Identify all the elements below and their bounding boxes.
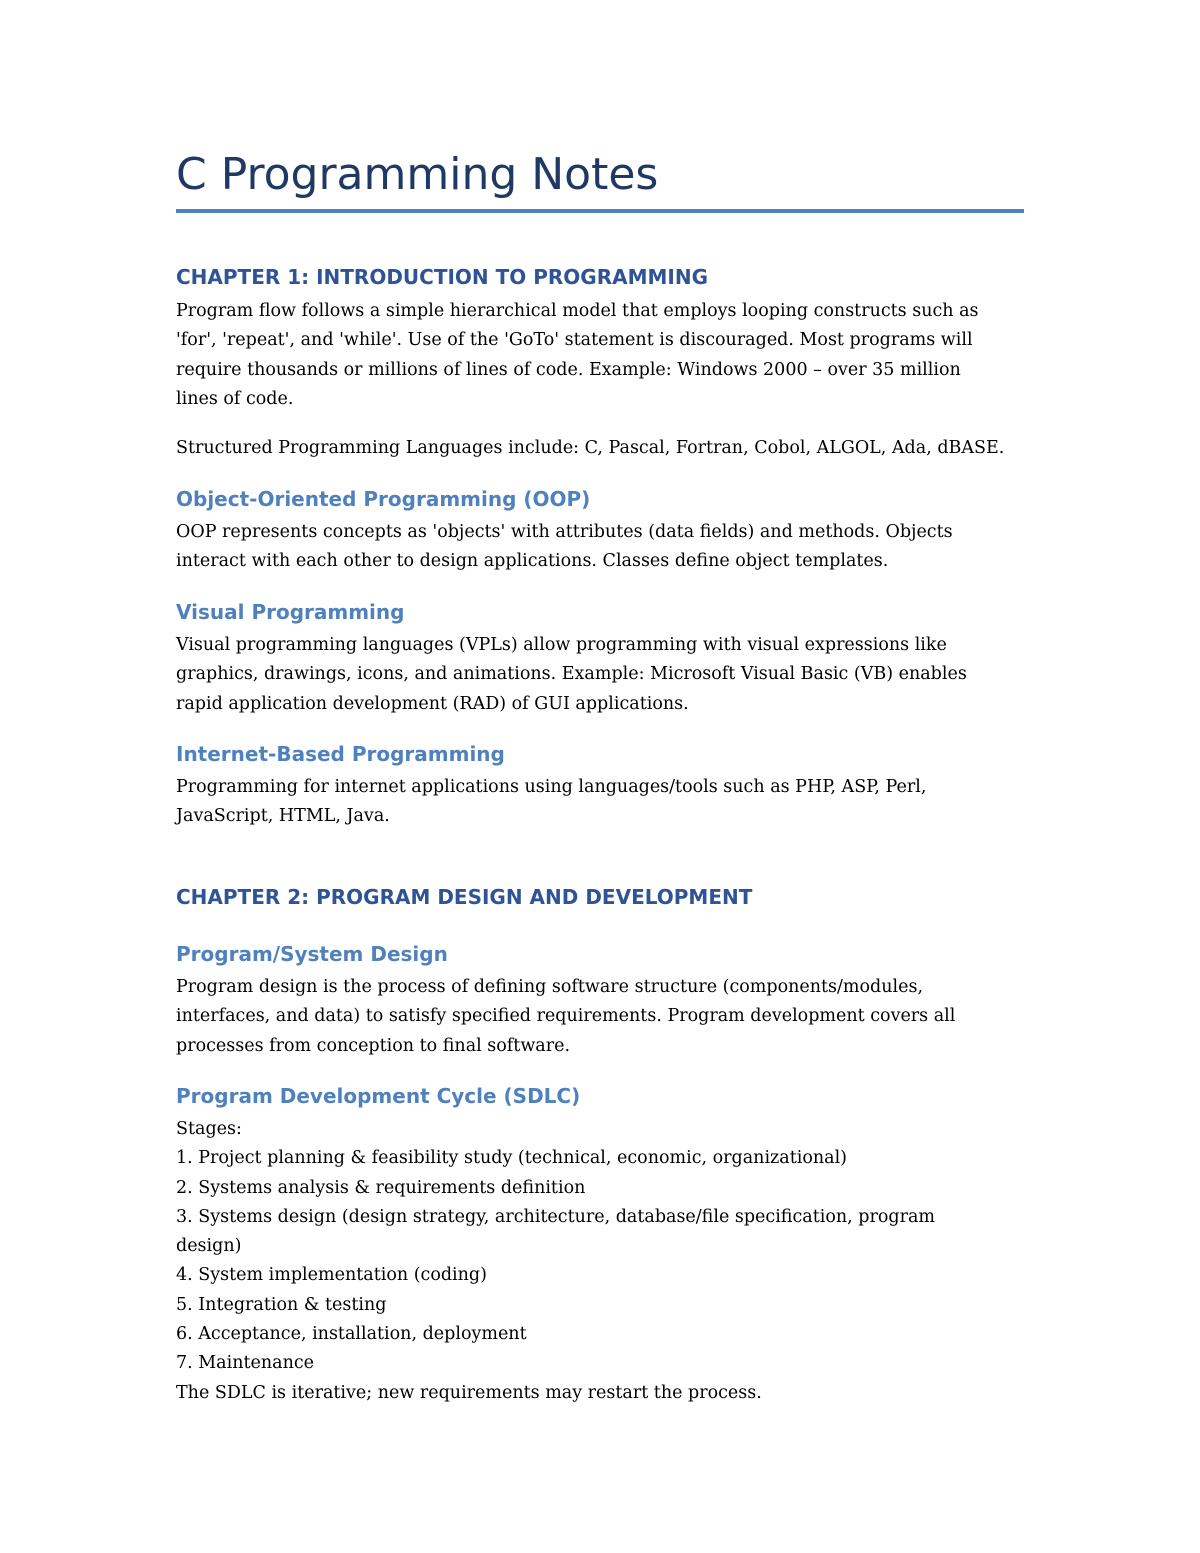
internet-programming-heading: Internet-Based Programming <box>176 742 505 766</box>
oop-heading: Object-Oriented Programming (OOP) <box>176 487 591 511</box>
list-item: 1. Project planning & feasibility study (technical, economic, organizational) <box>176 1148 847 1169</box>
list-item: 5. Integration & testing <box>176 1294 387 1315</box>
list-item: 4. System implementation (coding) <box>176 1265 487 1286</box>
list-item: The SDLC is iterative; new requirements may restart the process. <box>176 1382 762 1403</box>
paragraph-line: rapid application development (RAD) of GUI applications. <box>176 693 689 714</box>
oop-paragraph <box>176 518 1024 577</box>
paragraph-line: processes from conception to final software. <box>176 1035 571 1056</box>
list-item: 6. Acceptance, installation, deployment <box>176 1324 527 1345</box>
list-item: 3. Systems design (design strategy, architecture, database/file specification, program <box>176 1206 935 1227</box>
structured-languages-paragraph <box>176 434 1024 463</box>
list-item: 2. Systems analysis & requirements definition <box>176 1177 586 1198</box>
paragraph-line: OOP represents concepts as 'objects' with attributes (data fields) and methods. Objects <box>176 522 953 542</box>
system-design-paragraph <box>176 973 1024 1061</box>
paragraph-line: Program flow follows a simple hierarchical model that employs looping constructs such as <box>176 301 979 321</box>
list-item: 7. Maintenance <box>176 1353 315 1374</box>
paragraph-line: 'for', 'repeat', and 'while'. Use of the 'GoTo' statement is discouraged. Most programs will <box>176 330 973 351</box>
list-item: design) <box>176 1236 242 1257</box>
paragraph-line: require thousands or millions of lines of code. Example: Windows 2000 – over 35 million <box>176 359 961 380</box>
chapter-1-heading: CHAPTER 1: INTRODUCTION TO PROGRAMMING <box>176 265 708 289</box>
paragraph-line: Program design is the process of defining software structure (components/modules, <box>176 977 924 997</box>
title-underline <box>176 209 1024 213</box>
sdlc-stages-list <box>176 1115 1024 1408</box>
sdlc-heading: Program Development Cycle (SDLC) <box>176 1084 581 1108</box>
paragraph-line: JavaScript, HTML, Java. <box>176 806 390 827</box>
chapter-1-intro-paragraph <box>176 297 1024 414</box>
paragraph-line: interact with each other to design applications. Classes define object templates. <box>176 551 889 572</box>
paragraph-line: Visual programming languages (VPLs) allow programming with visual expressions like <box>176 635 947 655</box>
paragraph-line: interfaces, and data) to satisfy specified requirements. Program development covers all <box>176 1006 956 1027</box>
visual-programming-heading: Visual Programming <box>176 600 405 624</box>
list-item: Stages: <box>176 1119 242 1139</box>
paragraph-line: Structured Programming Languages include: C, Pascal, Fortran, Cobol, ALGOL, Ada, dBASE. <box>176 438 1005 458</box>
paragraph-line: lines of code. <box>176 388 294 409</box>
visual-programming-paragraph <box>176 631 1024 719</box>
system-design-heading: Program/System Design <box>176 942 448 966</box>
paragraph-line: graphics, drawings, icons, and animations. Example: Microsoft Visual Basic (VB) enables <box>176 664 967 685</box>
paragraph-line: Programming for internet applications using languages/tools such as PHP, ASP, Perl, <box>176 777 927 797</box>
chapter-2-heading: CHAPTER 2: PROGRAM DESIGN AND DEVELOPMENT <box>176 885 753 909</box>
document-title: C Programming Notes <box>176 149 659 200</box>
internet-programming-paragraph <box>176 773 1024 832</box>
